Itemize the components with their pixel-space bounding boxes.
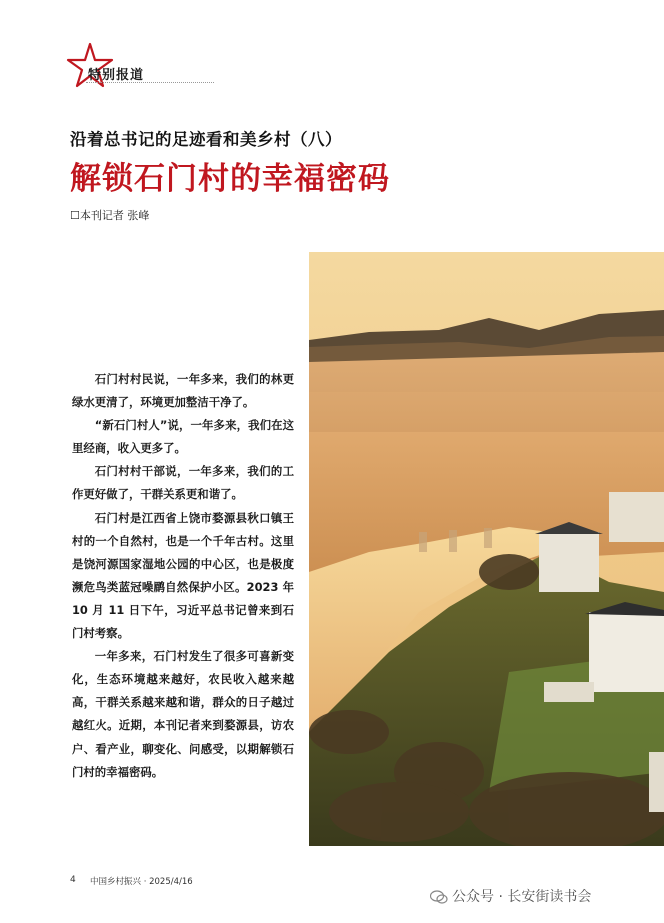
wechat-icon [430, 890, 448, 904]
section-tag [66, 42, 156, 90]
watermark-text: 公众号 · 长安街读书会 [452, 889, 592, 905]
village-photo [309, 252, 664, 846]
byline: ☐本刊记者 张峰 [70, 209, 150, 222]
magazine-issue: 中国乡村振兴 · 2025/4/16 [90, 877, 193, 887]
paragraph: 一年多来，石门村发生了很多可喜新变化，生态环境越来越好，农民收入越来越高，干群关系越来越和谐，群众的日子越过越红火。近期，本刊记者来到婺源县，访农户、看产业，聊变化、问感受，以期解锁石门村的幸福密码。 [72, 649, 294, 779]
article-body [72, 368, 294, 784]
paragraph: 石门村村民说，一年多来，我们的林更绿水更清了，环境更加整洁干净了。 [72, 372, 294, 410]
section-divider [86, 82, 214, 83]
section-label: 特别报道 [88, 68, 145, 83]
article-title: 解锁石门村的幸福密码 [70, 161, 390, 197]
paragraph: 石门村是江西省上饶市婺源县秋口镇王村的一个自然村，也是一个千年古村。这里是饶河源国家湿地公园的中心区，也是极度濒危鸟类蓝冠噪鹛自然保护小区。2023 年 10 月 11 日下午，习近平总书记曾来到石门村考察。 [72, 510, 294, 641]
paragraph: “新石门村人”说，一年多来，我们在这里经商，收入更多了。 [72, 418, 294, 456]
article-subtitle: 沿着总书记的足迹看和美乡村（八） [70, 130, 342, 149]
page-number: 4 [70, 875, 76, 885]
paragraph: 石门村村干部说，一年多来，我们的工作更好做了，干群关系更和谐了。 [72, 464, 294, 502]
watermark [430, 886, 591, 906]
